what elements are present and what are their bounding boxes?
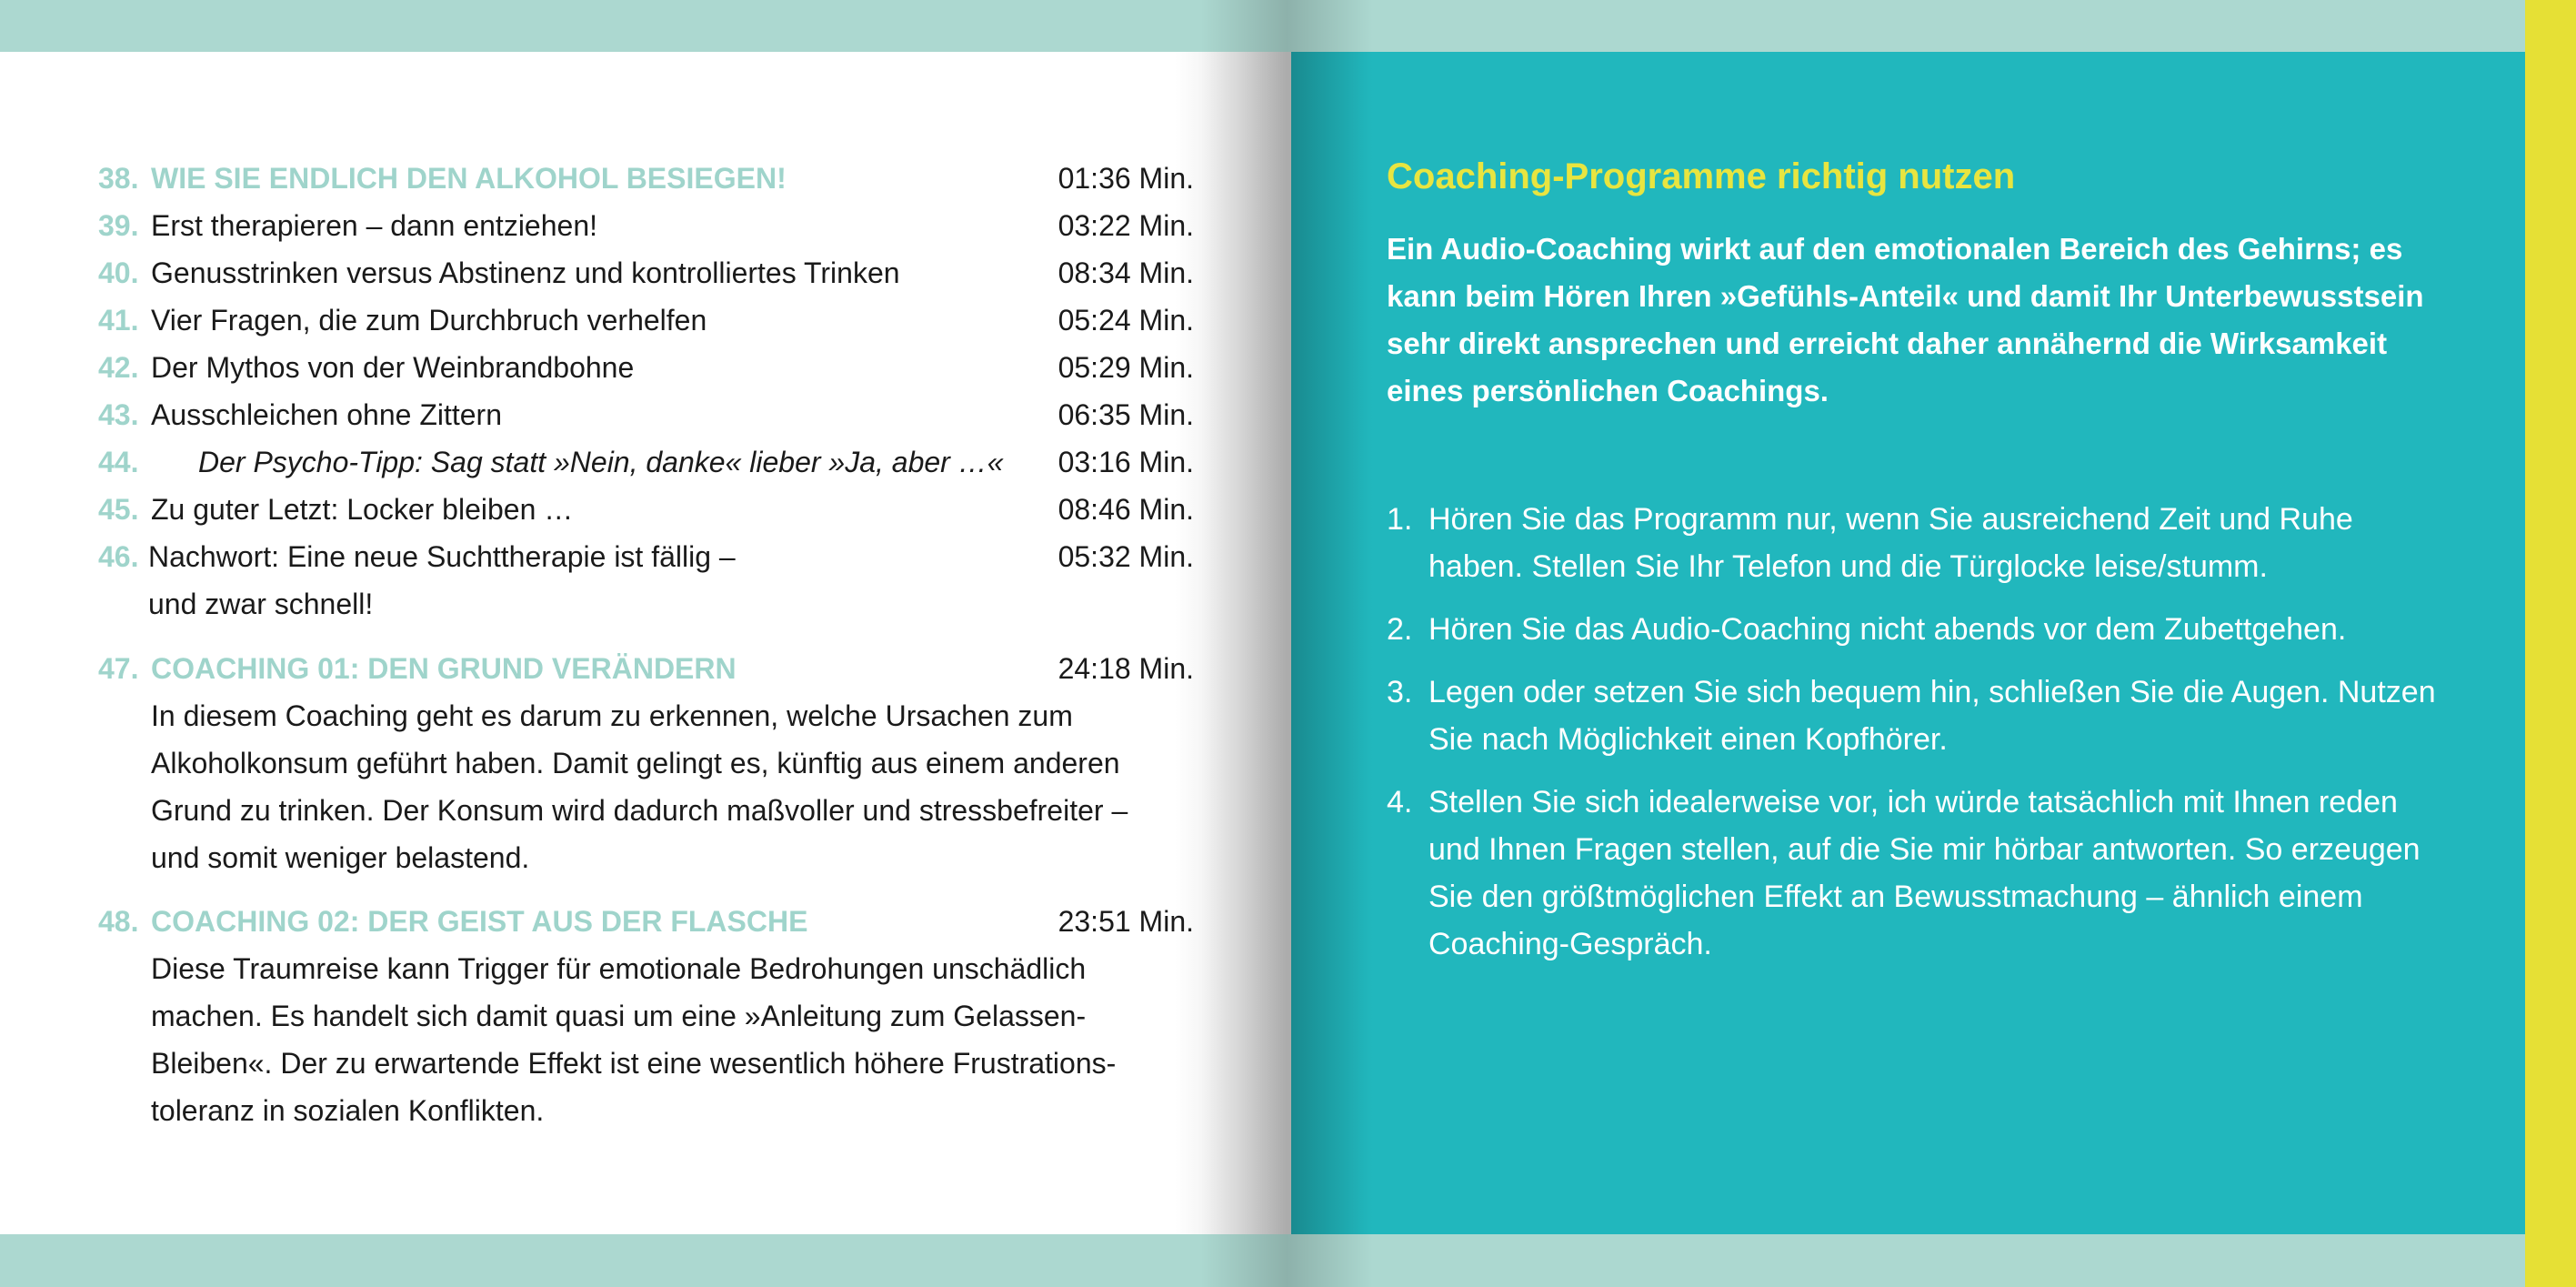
- track-number: 45.: [98, 493, 139, 526]
- track-number: 40.: [98, 256, 139, 289]
- track-title: Der Mythos von der Weinbrandbohne: [151, 351, 635, 384]
- track-title: Erst therapieren – dann entziehen!: [151, 209, 597, 242]
- track-title: Ausschleichen ohne Zittern: [151, 398, 502, 431]
- track-duration: 01:36 Min.: [1057, 162, 1194, 195]
- track-duration: 23:51 Min.: [1057, 905, 1194, 938]
- track-duration: 03:16 Min.: [1057, 446, 1194, 478]
- track-number: 42.: [98, 351, 139, 384]
- track-title: Der Psycho-Tipp: Sag statt »Nein, danke« lieber »Ja, aber …«: [198, 446, 1004, 478]
- track-number: 44.: [98, 446, 139, 478]
- instruction-text: Hören Sie das Audio-Coaching nicht abends vor dem Zubettgehen.: [1428, 612, 2347, 647]
- track-number: 41.: [98, 304, 139, 337]
- instruction-item: [1387, 606, 2455, 653]
- track-title: COACHING 02: DER GEIST AUS DER FLASCHE: [151, 905, 808, 938]
- track-duration: 03:22 Min.: [1057, 209, 1194, 242]
- track-title: WIE SIE ENDLICH DEN ALKOHOL BESIEGEN!: [151, 162, 787, 195]
- instruction-number: 3.: [1387, 675, 1413, 709]
- track-description: Diese Traumreise kann Trigger für emotionale Bedrohungen unschädlich machen. Es handelt sich damit quasi um eine »Anleitung zum Gelassen-Bleiben«. Der zu erwartende Effekt ist eine wesentlich höhere Frustrationstoleranz in sozialen Konflikten.: [151, 952, 1117, 1127]
- track-number: 46.: [98, 540, 139, 573]
- instruction-item: [1387, 669, 2455, 763]
- instruction-text: Legen oder setzen Sie sich bequem hin, schließen Sie die Augen. Nutzen Sie nach Möglichkeit einen Kopfhörer.: [1428, 675, 2436, 757]
- track-duration: 08:46 Min.: [1057, 493, 1194, 526]
- instruction-text: Stellen Sie sich idealerweise vor, ich würde tatsächlich mit Ihnen reden und Ihnen Fragen stellen, auf die Sie mir hörbar antworten. So erzeugen Sie den größtmöglichen Effekt an Bewusstmachung – ähnlich einem Coaching-Gespräch.: [1428, 785, 2421, 961]
- track-title: Vier Fragen, die zum Durchbruch verhelfen: [151, 304, 707, 337]
- yellow-edge-strip: [2525, 0, 2576, 1287]
- track-duration: 06:35 Min.: [1057, 398, 1194, 431]
- track-number: 39.: [98, 209, 139, 242]
- instruction-number: 4.: [1387, 785, 1413, 819]
- track-title: Zu guter Letzt: Locker bleiben …: [151, 493, 574, 526]
- track-number: 48.: [98, 905, 139, 938]
- book-gutter-shadow: [1200, 0, 1373, 1287]
- track-duration: 08:34 Min.: [1057, 256, 1194, 289]
- instruction-number: 2.: [1387, 612, 1413, 647]
- track-description: In diesem Coaching geht es darum zu erkennen, welche Ursachen zum Alkoholkonsum geführt haben. Damit gelingt es, künftig aus einem anderen Grund zu trinken. Der Konsum wird dadurch maßvoller und stressbefreiter – und somit weniger belastend.: [151, 699, 1128, 874]
- track-number: 38.: [98, 162, 139, 195]
- track-title-continuation: und zwar schnell!: [148, 588, 374, 620]
- instruction-item: [1387, 779, 2455, 968]
- track-number: 43.: [98, 398, 139, 431]
- instruction-item: [1387, 496, 2455, 590]
- track-number: 47.: [98, 652, 139, 685]
- track-duration: 24:18 Min.: [1057, 652, 1194, 685]
- track-duration: 05:29 Min.: [1057, 351, 1194, 384]
- instruction-number: 1.: [1387, 502, 1413, 537]
- track-title: Nachwort: Eine neue Suchttherapie ist fällig –: [148, 540, 736, 573]
- track-title: COACHING 01: DEN GRUND VERÄNDERN: [151, 652, 737, 685]
- instructions-list: [1387, 496, 2455, 983]
- track-duration: 05:32 Min.: [1057, 540, 1194, 573]
- track-duration: 05:24 Min.: [1057, 304, 1194, 337]
- coaching-intro: Ein Audio-Coaching wirkt auf den emotionalen Bereich des Gehirns; es kann beim Hören Ihren »Gefühls-Anteil« und damit Ihr Unterbewusstsein sehr direkt ansprechen und erreicht daher annähernd die Wirksamkeit eines persönlichen Coachings.: [1387, 232, 2424, 407]
- coaching-heading: Coaching-Programme richtig nutzen: [1387, 156, 2016, 196]
- track-title: Genusstrinken versus Abstinenz und kontrolliertes Trinken: [151, 256, 900, 289]
- instruction-text: Hören Sie das Programm nur, wenn Sie ausreichend Zeit und Ruhe haben. Stellen Sie Ihr Telefon und die Türglocke leise/stumm.: [1428, 502, 2353, 584]
